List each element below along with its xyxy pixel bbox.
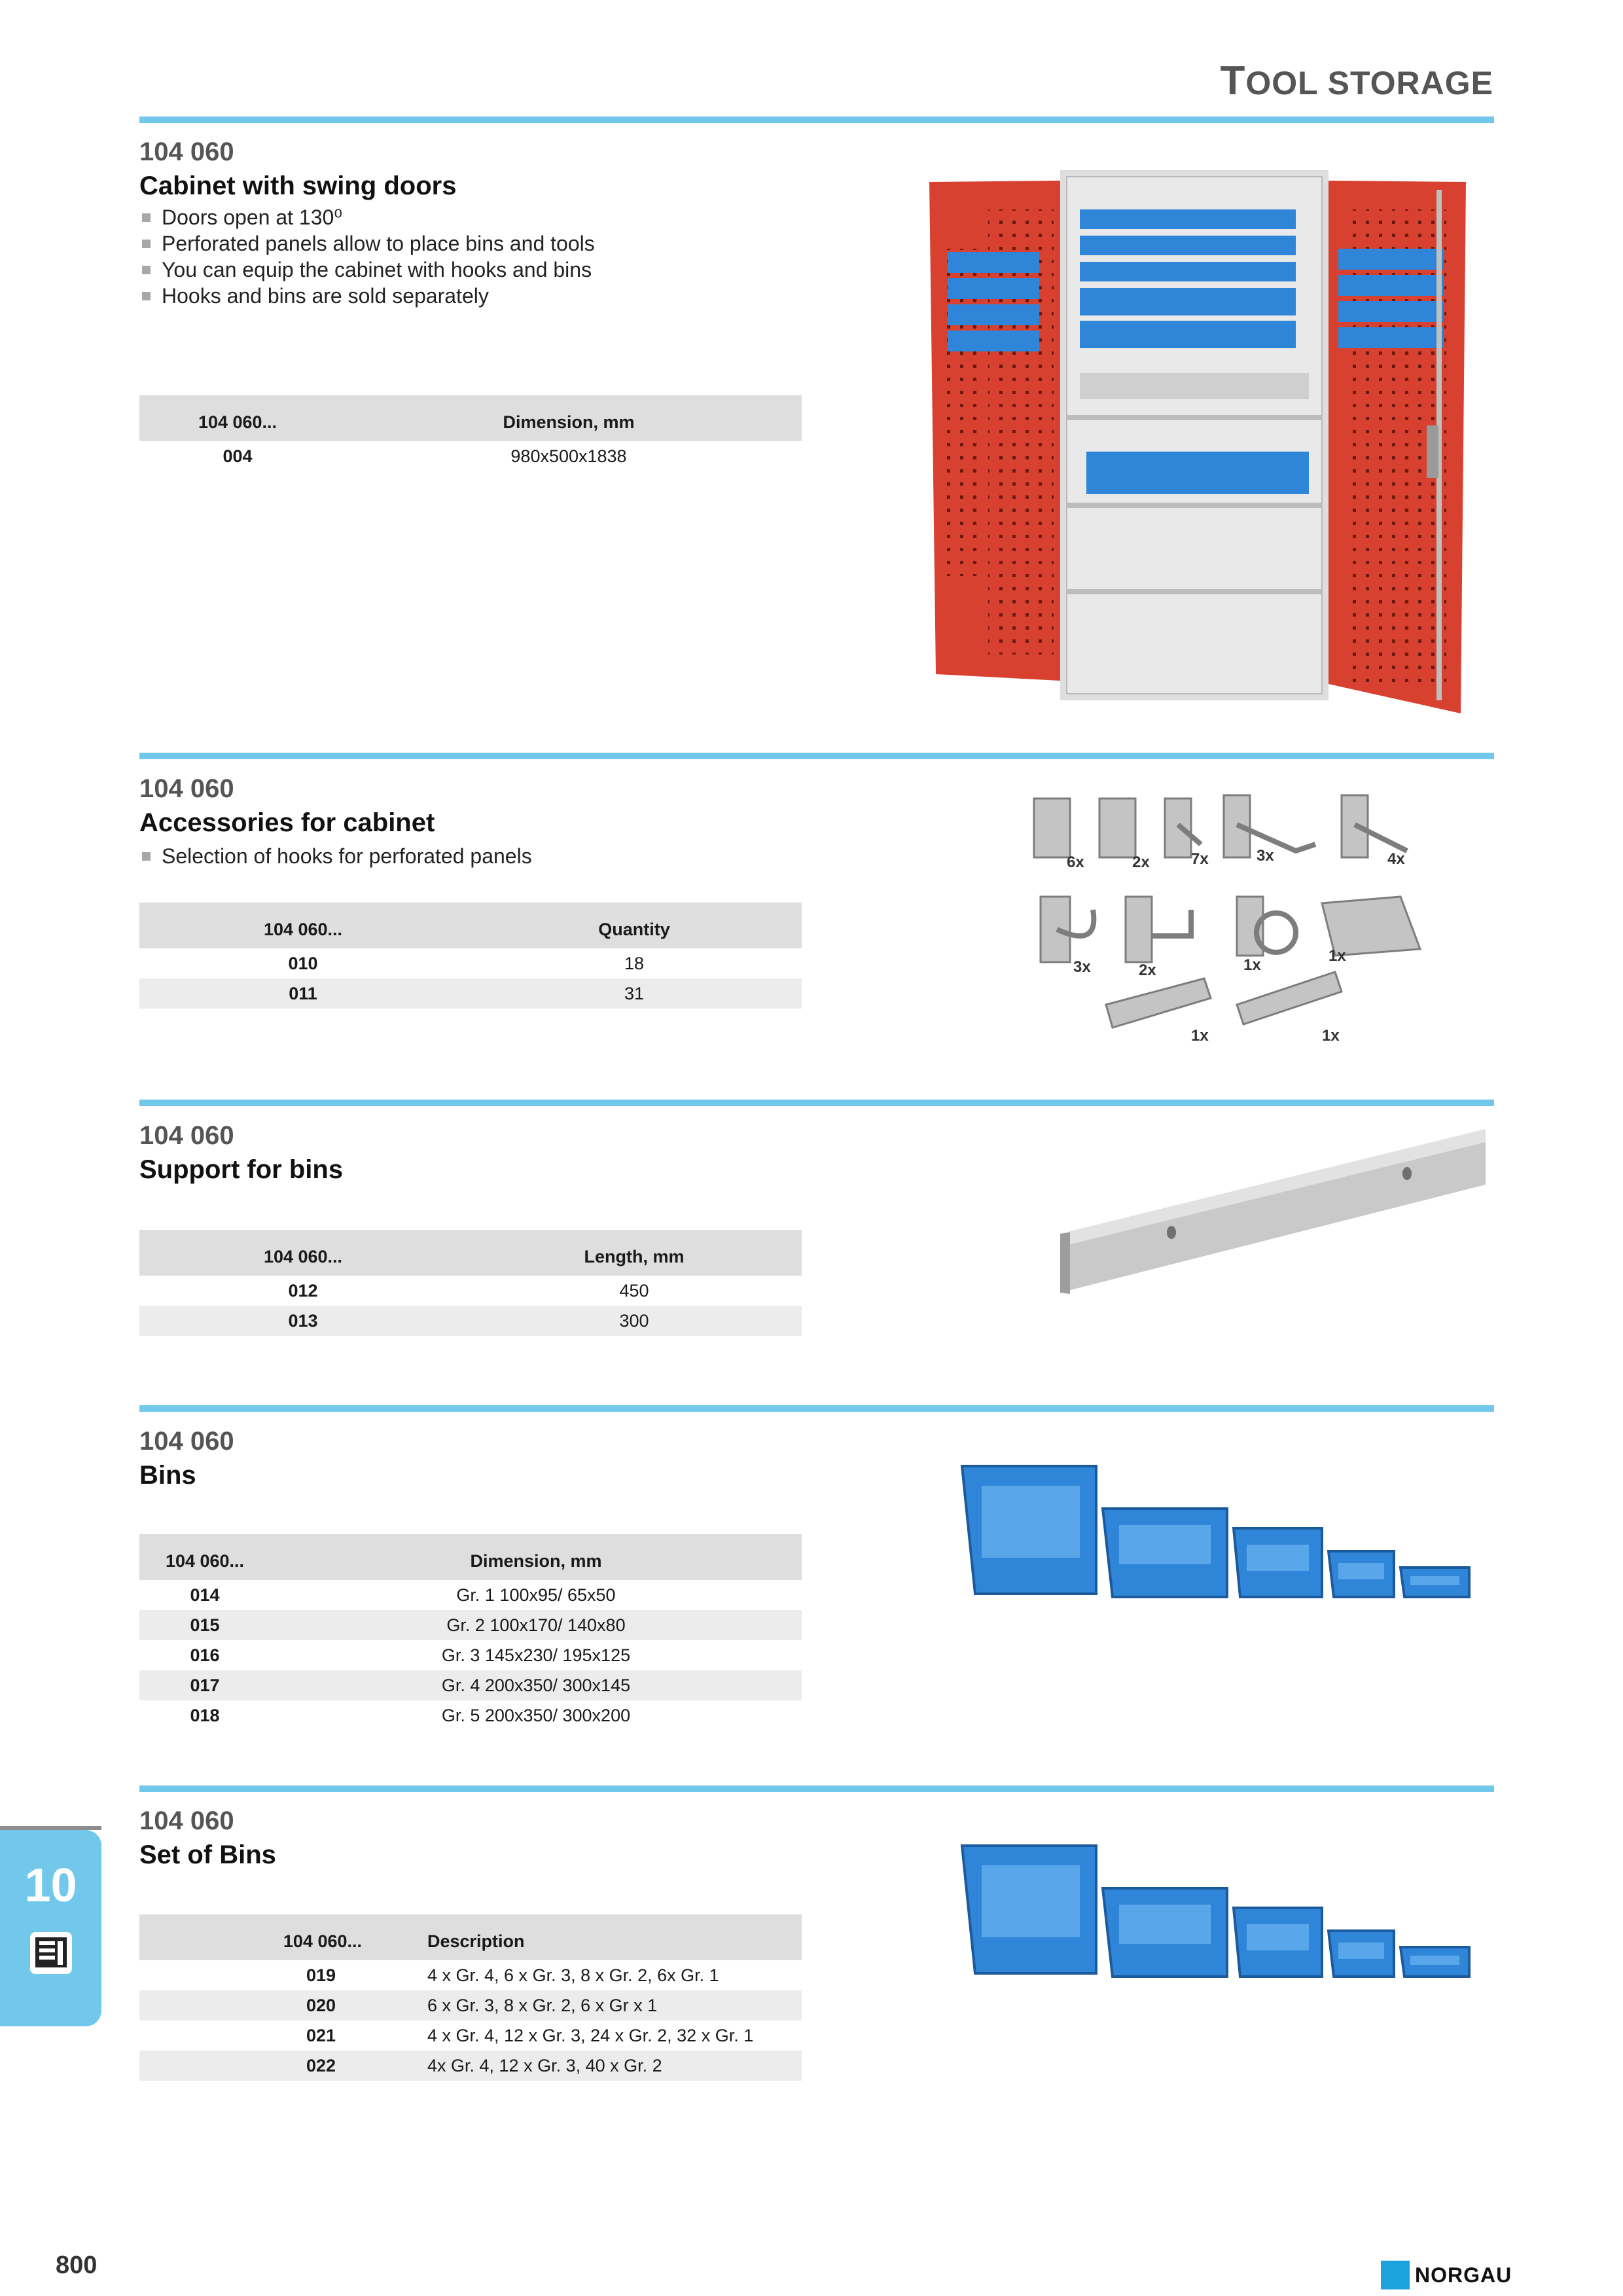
table-header: 104 060... <box>139 903 467 948</box>
divider-rule <box>139 753 1494 759</box>
table-row <box>139 1960 802 1990</box>
spec-table <box>139 1914 802 2081</box>
brand-logo-icon <box>1381 2261 1410 2289</box>
spec-table <box>139 1230 802 1336</box>
product-title: Bins <box>139 1461 196 1490</box>
table-header: 104 060... <box>139 395 336 441</box>
qty-label: 7x <box>1191 850 1209 868</box>
table-row <box>139 1306 802 1336</box>
spec-table <box>139 395 802 471</box>
qty-label: 1x <box>1191 1027 1209 1045</box>
divider-rule <box>139 1100 1494 1106</box>
feature-item: Selection of hooks for perforated panels <box>139 843 532 869</box>
value-cell: 4 x Gr. 4, 12 x Gr. 3, 24 x Gr. 2, 32 x Gr. 1 <box>427 2025 754 2045</box>
value-cell: 31 <box>467 978 802 1009</box>
article-cell: 012 <box>288 1280 318 1300</box>
article-cell: 016 <box>190 1645 220 1665</box>
table-row <box>139 1640 802 1670</box>
table-header: 104 060... <box>139 1534 270 1580</box>
table-row <box>139 1610 802 1640</box>
product-title: Accessories for cabinet <box>139 808 435 837</box>
table-row <box>139 1276 802 1306</box>
value-cell: 18 <box>624 953 645 973</box>
value-cell: Gr. 3 145x230/ 195x125 <box>441 1645 631 1665</box>
value-cell: Gr. 4 200x350/ 300x145 <box>270 1670 802 1700</box>
article-cell: 013 <box>139 1306 467 1336</box>
article-cell: 018 <box>190 1705 220 1725</box>
product-title: Support for bins <box>139 1155 344 1184</box>
support-rail-image <box>1054 1122 1492 1312</box>
spec-table <box>139 1534 802 1731</box>
bin-set-image <box>955 1833 1479 2003</box>
header-rest: OOL STORAGE <box>1245 65 1493 101</box>
product-code: 104 060 <box>139 1121 234 1150</box>
qty-label: 2x <box>1139 961 1156 979</box>
table-header: Quantity <box>467 903 802 948</box>
product-code: 104 060 <box>139 137 234 166</box>
value-cell: 980x500x1838 <box>510 446 627 466</box>
qty-label: 1x <box>1329 947 1346 965</box>
page-number: 800 <box>56 2251 98 2279</box>
qty-label: 6x <box>1067 853 1084 871</box>
feature-item: Perforated panels allow to place bins and tools <box>139 230 595 257</box>
article-cell: 010 <box>288 953 318 973</box>
table-row <box>139 1580 802 1610</box>
value-cell: Gr. 2 100x170/ 140x80 <box>270 1610 802 1640</box>
feature-list <box>139 843 532 869</box>
article-cell: 015 <box>139 1610 270 1640</box>
header-cap-letter: T <box>1220 58 1246 103</box>
brand-name: NORGAU <box>1415 2263 1512 2287</box>
divider-rule <box>139 117 1494 123</box>
table-header: Dimension, mm <box>336 395 802 441</box>
value-cell: Gr. 5 200x350/ 300x200 <box>441 1705 631 1725</box>
qty-label: 2x <box>1132 853 1150 871</box>
feature-item: Doors open at 130⁰ <box>139 204 595 230</box>
article-cell: 021 <box>306 2025 336 2045</box>
bins-image <box>955 1453 1479 1623</box>
table-header: 104 060... <box>139 1914 427 1960</box>
hooks-image <box>1021 785 1453 1054</box>
article-cell: 014 <box>190 1585 220 1605</box>
table-row <box>139 1990 802 2020</box>
table-header: Dimension, mm <box>270 1534 802 1580</box>
section-header <box>1220 58 1493 104</box>
qty-label: 3x <box>1073 958 1091 976</box>
table-header: Description <box>427 1914 802 1960</box>
table-row <box>139 948 802 978</box>
value-cell: 450 <box>619 1280 649 1300</box>
product-code: 104 060 <box>139 1806 234 1835</box>
feature-item: You can equip the cabinet with hooks and bins <box>139 257 595 283</box>
cabinet-image <box>929 164 1466 726</box>
product-code: 104 060 <box>139 1427 234 1456</box>
value-cell: 6 x Gr. 3, 8 x Gr. 2, 6 x Gr x 1 <box>427 1990 802 2020</box>
qty-label: 1x <box>1322 1027 1340 1045</box>
qty-label: 4x <box>1387 850 1405 868</box>
article-cell: 020 <box>139 1990 427 2020</box>
qty-label: 1x <box>1243 956 1261 974</box>
article-cell: 017 <box>139 1670 270 1700</box>
chapter-number: 10 <box>24 1859 77 1912</box>
value-cell: 4x Gr. 4, 12 x Gr. 3, 40 x Gr. 2 <box>427 2051 802 2081</box>
divider-rule <box>139 1405 1494 1412</box>
cabinet-icon <box>27 1929 75 1977</box>
spec-table <box>139 903 802 1009</box>
qty-label: 3x <box>1257 847 1274 865</box>
table-row <box>139 978 802 1009</box>
article-cell: 019 <box>306 1965 336 1985</box>
feature-item: Hooks and bins are sold separately <box>139 283 595 309</box>
value-cell: 300 <box>467 1306 802 1336</box>
table-row <box>139 1700 802 1731</box>
divider-rule <box>139 1785 1494 1792</box>
product-title: Cabinet with swing doors <box>139 171 457 200</box>
product-title: Set of Bins <box>139 1840 276 1869</box>
article-cell: 022 <box>139 2051 427 2081</box>
value-cell: 4 x Gr. 4, 6 x Gr. 3, 8 x Gr. 2, 6x Gr. 1 <box>427 1965 719 1985</box>
table-row <box>139 2051 802 2081</box>
article-cell: 004 <box>223 446 253 466</box>
table-header: 104 060... <box>139 1230 467 1276</box>
value-cell: Gr. 1 100x95/ 65x50 <box>456 1585 616 1605</box>
table-row <box>139 441 802 471</box>
table-row <box>139 1670 802 1700</box>
table-row <box>139 2020 802 2051</box>
table-header: Length, mm <box>467 1230 802 1276</box>
article-cell: 011 <box>139 978 467 1009</box>
feature-list <box>139 204 595 309</box>
product-code: 104 060 <box>139 774 234 803</box>
